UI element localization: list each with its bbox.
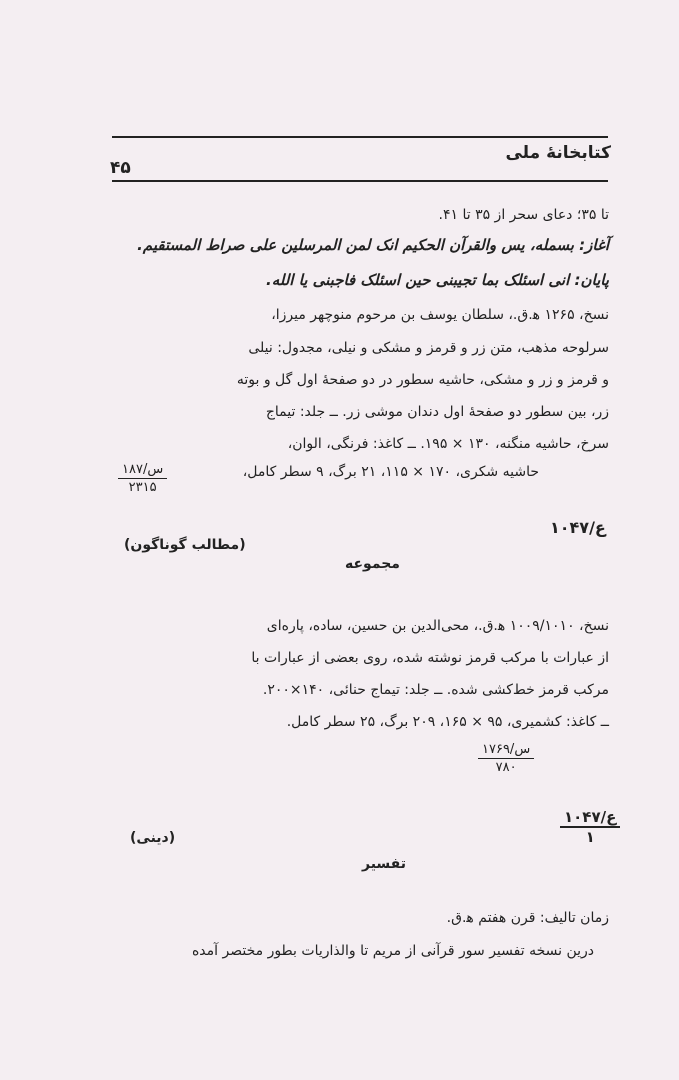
entry2-category: (مطالب گوناگون)	[124, 537, 246, 553]
entry3-shelf-denominator: ۱	[585, 828, 595, 846]
entry1-incipit: آغاز: بسمله، یس والقرآن الحکیم انک لمن المرسلین علی صراط المستقیم.	[137, 236, 609, 254]
entry3-line-2: درین نسخه تفسیر سور قرآنی از مریم تا والذاریات بطور مختصر آمده	[191, 943, 594, 959]
entry2-fraction	[478, 742, 534, 775]
entry2-desc-2: از عبارات با مرکب قرمز نوشته شده، روی بعضی از عبارات با	[251, 650, 609, 666]
entry2-fraction-denominator: ۷۸۰	[495, 760, 517, 775]
entry1-desc-1: نسخ، ۱۲۶۵ ﻫ.ق.، سلطان یوسف بن مرحوم منوچهر میرزا،	[271, 307, 609, 323]
entry1-line-1: تا ۳۵؛ دعای سحر از ۳۵ تا ۴۱.	[438, 207, 609, 223]
header-top-rule	[112, 136, 608, 138]
entry2-shelf-mark: ع/۱۰۴۷	[550, 518, 606, 537]
entry1-fraction-numerator: ۱۸۷/س	[118, 462, 167, 479]
entry2-fraction-numerator: ۱۷۶۹/س	[478, 742, 534, 759]
entry2-desc-3: مرکب قرمز خط‌کشی شده. ــ جلد: تیماج حنائی، ۱۴۰×۲۰۰.	[262, 682, 609, 698]
entry1-desc-6: حاشیه شکری، ۱۷۰ × ۱۱۵، ۲۱ برگ، ۹ سطر کامل،	[242, 464, 539, 480]
entry1-desc-4: زر، بین سطور دو صفحهٔ اول دندان موشی زر. ــ جلد: تیماج	[265, 404, 609, 420]
entry1-fraction-denominator: ۲۳۱۵	[128, 480, 157, 495]
header-bottom-rule	[112, 180, 608, 182]
entry2-title: مجموعه	[345, 556, 400, 572]
entry1-desc-5: سرخ، حاشیه منگنه، ۱۳۰ × ۱۹۵. ــ کاغذ: فرنگی، الوان،	[287, 436, 609, 452]
entry1-desc-2: سرلوحه مذهب، متن زر و قرمز و مشکی و نیلی، مجدول: نیلی	[248, 340, 609, 356]
page-number: ۴۵	[110, 158, 131, 178]
entry1-explicit: پایان: انی اسئلک بما تجیبنی حین اسئلک فاجبنی یا الله.	[266, 271, 609, 289]
entry3-title: تفسیر	[362, 856, 407, 872]
entry1-desc-3: و قرمز و زر و مشکی، حاشیه سطور در دو صفحهٔ اول گل و بوته	[236, 372, 609, 388]
page-header-title: کتابخانهٔ ملی	[505, 143, 611, 163]
entry1-fraction	[118, 462, 167, 495]
entry3-line-1: زمان تالیف: قرن هفتم ﻫ.ق.	[446, 910, 609, 926]
entry3-shelf-mark	[560, 808, 620, 846]
entry2-desc-4: ــ کاغذ: کشمیری، ۹۵ × ۱۶۵، ۲۰۹ برگ، ۲۵ سطر کامل.	[286, 714, 609, 730]
entry2-desc-1: نسخ، ۱۰۰۹/۱۰۱۰ ﻫ.ق.، محی‌الدین بن حسین، ساده، پاره‌ای	[266, 618, 609, 634]
entry3-shelf-numerator: ع/۱۰۴۷	[560, 808, 620, 828]
entry3-category: (دینی)	[130, 830, 176, 846]
